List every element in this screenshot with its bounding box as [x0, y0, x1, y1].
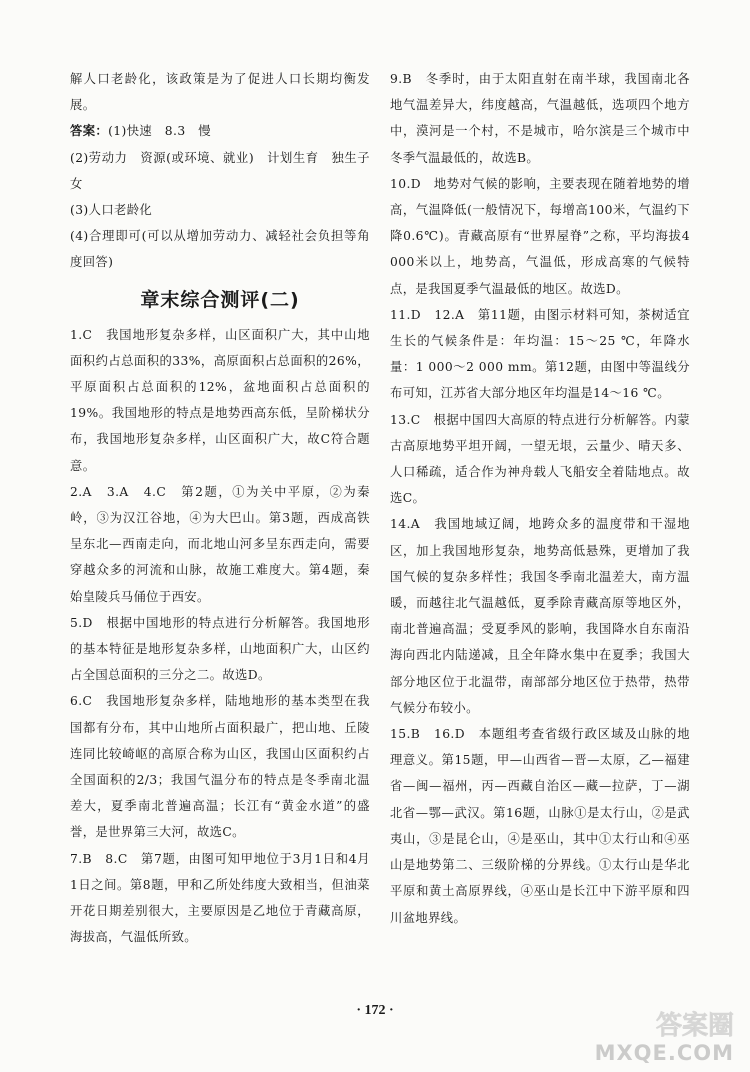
right-column	[390, 66, 690, 931]
answer-line-3: (3)人口老龄化	[70, 203, 153, 218]
question-15-16: 15.B 16.D 本题组考查省级行政区域及山脉的地理意义。第15题，甲—山西省—晋—太原，乙—福建省—闽—福州，丙—西藏自治区—藏—拉萨，丁—湖北省—鄂—武汉。第16题，山脉①是太行山，②是武夷山，③是昆仑山，④是巫山，其中①太行山和④巫山是地势第二、三级阶梯的分界线。①太行山是华北平原和黄土高原界线，④巫山是长江中下游平原和四川盆地界线。	[390, 727, 690, 925]
answer-line-1	[70, 118, 370, 144]
question-7-8: 7.B 8.C 第7题，由图可知甲地位于3月1日和4月1日之间。第8题，甲和乙所处纬度大致相当，但油菜开花日期差别很大，主要原因是乙地位于青藏高原，海拔高，气温低所致。	[70, 851, 370, 945]
left-column	[70, 66, 370, 951]
answer-1-text: (1)快速 8.3 慢	[108, 124, 211, 139]
watermark-line-2: MXQE.COM	[594, 1041, 734, 1065]
question-2-4: 2.A 3.A 4.C 第2题，①为关中平原，②为秦岭，③为汉江谷地，④为大巴山。第3题，西成高铁呈东北—西南走向，而北地山河多呈东西走向，需要穿越众多的河流和山脉，故施工难度大。第4题，秦始皇陵兵马俑位于西安。	[70, 484, 370, 604]
question-5: 5.D 根据中国地形的特点进行分析解答。我国地形的基本特征是地形复杂多样，山地面积广大，山区约占全国总面积的三分之二。故选D。	[70, 615, 370, 683]
question-6: 6.C 我国地形复杂多样，陆地地形的基本类型在我国都有分布，其中山地所占面积最广，把山地、丘陵连同比较崎岖的高原合称为山区，我国山区面积约占全国面积的2/3；我国气温分布的特点是冬季南北温差大，夏季南北普遍高温；长江有“黄金水道”的盛誉，是世界第三大河，故选C。	[70, 694, 370, 840]
page-number: · 172 ·	[356, 1003, 394, 1018]
watermark-logo	[584, 1004, 744, 1066]
watermark-line-1: 答案圈	[655, 1011, 734, 1041]
question-11-12: 11.D 12.A 第11题，由图示材料可知，茶树适宜生长的气候条件是：年均温：15～25 ℃，年降水量：1 000～2 000 mm。第12题，由图中等温线分布可知，江苏省大部分地区年均温是14～16 ℃。	[390, 307, 690, 401]
question-10: 10.D 地势对气候的影响，主要表现在随着地势的增高，气温降低(一般情况下，每增高100米，气温约下降0.6℃)。青藏高原有“世界屋脊”之称，平均海拔4 000米以上，地势高，气温低，形成高寒的气候特点，是我国夏季气温最低的地区。故选D。	[390, 176, 690, 296]
intro-paragraph: 解人口老龄化，该政策是为了促进人口长期均衡发展。	[70, 72, 370, 113]
answer-label: 答案：	[70, 124, 109, 139]
question-14: 14.A 我国地域辽阔，地跨众多的温度带和干湿地区，加上我国地形复杂，地势高低悬殊，更增加了我国气候的复杂多样性；我国冬季南北温差大，南方温暖，而越往北气温越低，夏季除青藏高原等地区外，南北普遍高温；受夏季风的影响，我国降水自东南沿海向西北内陆递减，且全年降水集中在夏季；我国大部分地区位于北温带，南部部分地区位于热带，热带气候分布较小。	[390, 517, 690, 715]
answer-line-2: (2)劳动力 资源(或环境、就业) 计划生育 独生子女	[70, 150, 370, 191]
answer-line-4: (4)合理即可(可以从增加劳动力、减轻社会负担等角度回答)	[70, 229, 370, 270]
question-13: 13.C 根据中国四大高原的特点进行分析解答。内蒙古高原地势平坦开阔，一望无垠，云量少、晴天多、人口稀疏，适合作为神舟载人飞船安全着陆地点。故选C。	[390, 412, 690, 506]
question-1: 1.C 我国地形复杂多样，山区面积广大，其中山地面积约占总面积的33%，高原面积占总面积的26%，平原面积占总面积的12%，盆地面积占总面积的19%。我国地形的特点是地势西高东低，呈阶梯状分布，我国地形复杂多样，山区面积广大，故C符合题意。	[70, 327, 370, 473]
question-9: 9.B 冬季时，由于太阳直射在南半球，我国南北各地气温差异大，纬度越高，气温越低，选项四个地方中，漠河是一个村，不是城市，哈尔滨是三个城市中冬季气温最低的，故选B。	[390, 72, 690, 165]
section-title: 章末综合测评(二)	[140, 288, 300, 311]
